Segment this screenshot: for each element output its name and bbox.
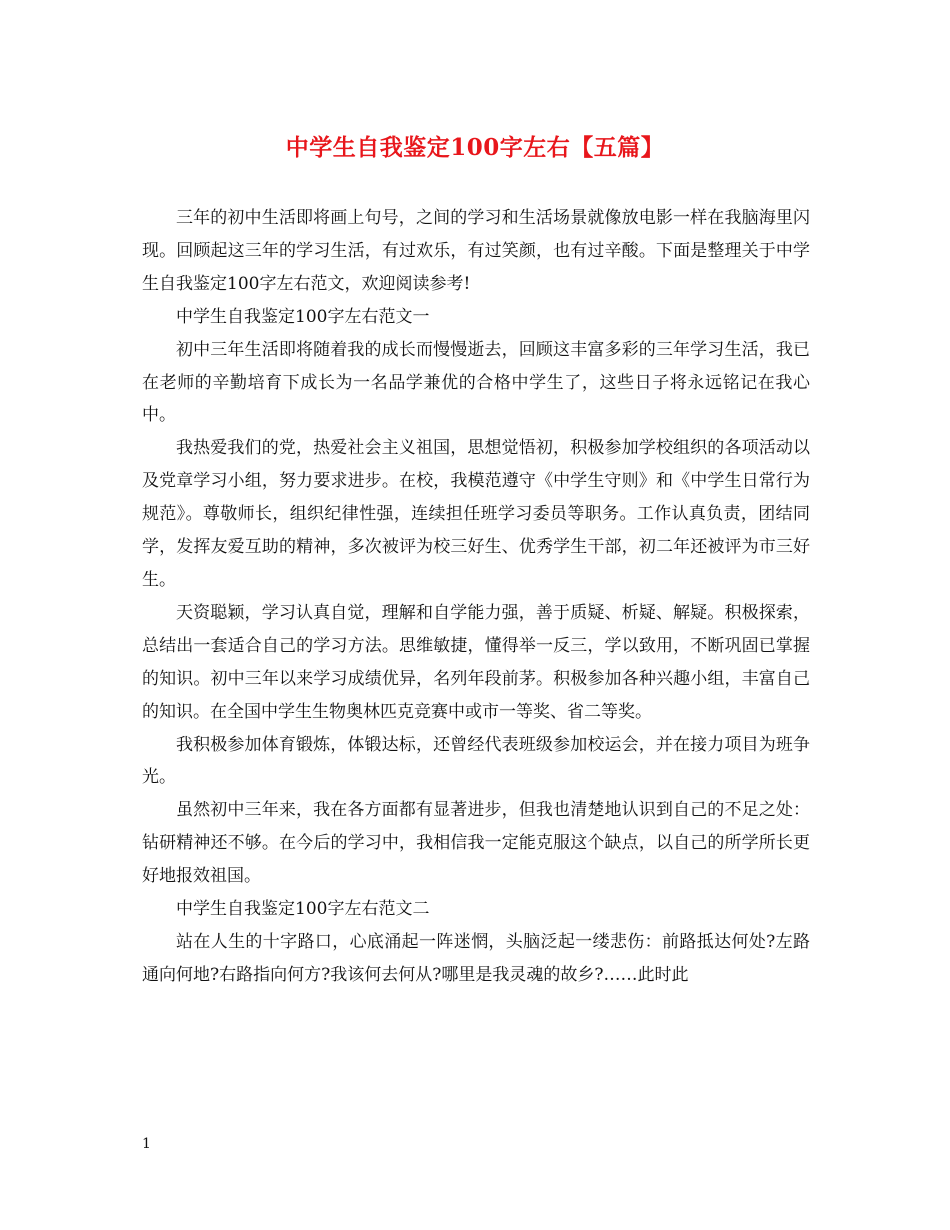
document-body — [142, 202, 810, 992]
paragraph: 虽然初中三年来，我在各方面都有显著进步，但我也清楚地认识到自己的不足之处：钻研精神还不够。在今后的学习中，我相信我一定能克服这个缺点，以自己的所学所长更好地报效祖国。 — [142, 800, 810, 887]
document-title: 中学生自我鉴定100字左右【五篇】 — [285, 134, 665, 161]
paragraph: 我积极参加体育锻炼，体锻达标，还曾经代表班级参加校运会，并在接力项目为班争光。 — [142, 734, 810, 788]
page-number: 1 — [142, 1136, 151, 1152]
paragraph-intro: 三年的初中生活即将画上句号，之间的学习和生活场景就像放电影一样在我脑海里闪现。回顾起这三年的学习生活，有过欢乐，有过笑颜，也有过辛酸。下面是整理关于中学生自我鉴定100字左右范文，欢迎阅读参考! — [142, 208, 810, 294]
section-heading-1: 中学生自我鉴定100字左右范文一 — [176, 306, 430, 327]
paragraph: 我热爱我们的党，热爱社会主义祖国，思想觉悟初，积极参加学校组织的各项活动以及党章学习小组，努力要求进步。在校，我模范遵守《中学生守则》和《中学生日常行为规范》。尊敬师长，组织纪律性强，连续担任班学习委员等职务。工作认真负责，团结同学，发挥友爱互助的精神，多次被评为校三好生、优秀学生干部，初二年还被评为市三好生。 — [142, 438, 810, 590]
paragraph: 天资聪颖，学习认真自觉，理解和自学能力强，善于质疑、析疑、解疑。积极探索，总结出一套适合自己的学习方法。思维敏捷，懂得举一反三，学以致用，不断巩固已掌握的知识。初中三年以来学习成绩优异，名列年段前茅。积极参加各种兴趣小组，丰富自己的知识。在全国中学生生物奥林匹克竞赛中或市一等奖、省二等奖。 — [142, 602, 810, 722]
paragraph: 站在人生的十字路口，心底涌起一阵迷惘，头脑泛起一缕悲伤：前路抵达何处?左路通向何地?右路指向何方?我该何去何从?哪里是我灵魂的故乡?……此时此 — [142, 931, 810, 985]
section-heading-2: 中学生自我鉴定100字左右范文二 — [176, 899, 430, 920]
paragraph: 初中三年生活即将随着我的成长而慢慢逝去，回顾这丰富多彩的三年学习生活，我已在老师的辛勤培育下成长为一名品学兼优的合格中学生了，这些日子将永远铭记在我心中。 — [142, 339, 810, 426]
